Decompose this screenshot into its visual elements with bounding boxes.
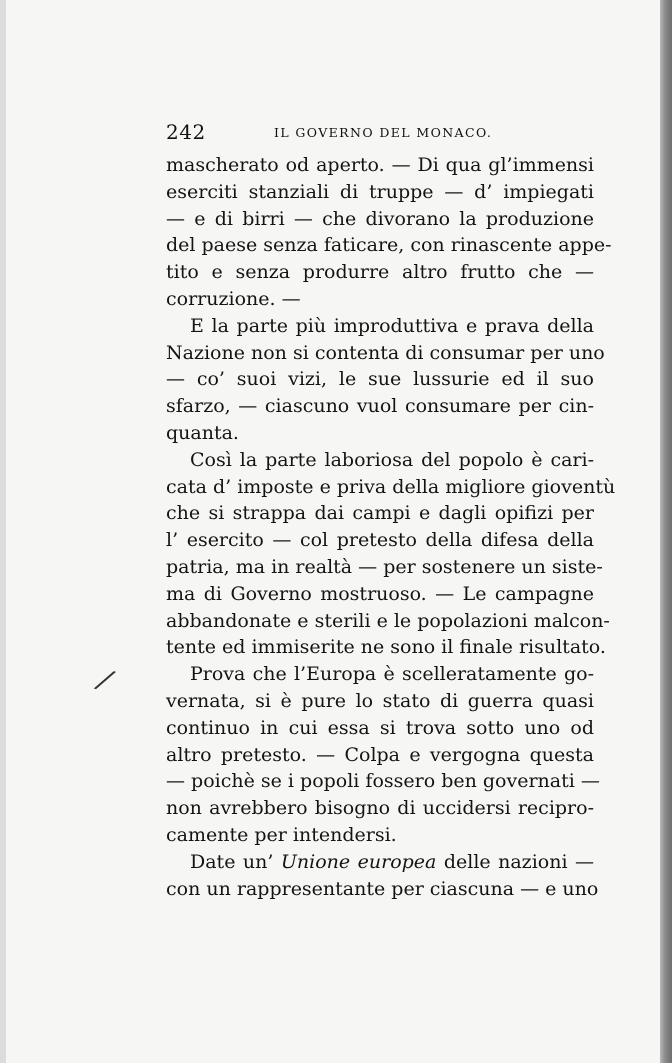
text-line: del paese senza faticare, con rinascente appe- <box>166 234 612 257</box>
paragraph-3 <box>166 447 616 661</box>
text-line: abbandonate e sterili e le popolazioni malcon- <box>166 609 610 632</box>
text-line: — poichè se i popoli fossero ben governati — <box>166 770 600 793</box>
paragraph-4 <box>166 661 600 849</box>
text-line: non avrebbero bisogno di uccidersi recipro- <box>166 797 594 820</box>
text-line: altro pretesto. — Colpa e vergogna questa <box>166 743 594 766</box>
page-header <box>166 120 596 148</box>
text-line: che si strappa dai campi e dagli opifizi per <box>166 502 594 525</box>
page-number: 242 <box>166 120 206 144</box>
text-line <box>166 849 594 876</box>
text-line: l’ esercito — col pretesto della difesa della <box>166 529 594 552</box>
text-line: eserciti stanziali di truppe — d’ impiegati <box>166 180 594 203</box>
emphasized-text: Unione europea <box>280 850 437 873</box>
text-line: mascherato od aperto. — Di qua gl’immensi <box>166 154 594 176</box>
text-line: tente ed immiserite ne sono il finale risultato. <box>166 636 606 659</box>
paragraph-2 <box>166 313 605 447</box>
text-line: camente per intendersi. <box>166 823 397 846</box>
text-line: cata d’ imposte e priva della migliore gioventù <box>166 475 616 498</box>
text-line: quanta. <box>166 421 239 444</box>
text-line: vernata, si è pure lo stato di guerra quasi <box>166 689 594 712</box>
text-line: sfarzo, — ciascuno vuol consumare per cin- <box>166 395 594 418</box>
text-line: — co’ suoi vizi, le sue lussurie ed il suo <box>166 368 594 391</box>
text-line: Prova che l’Europa è scelleratamente go- <box>190 663 594 686</box>
text-line: con un rappresentante per ciascuna — e uno <box>166 877 599 900</box>
text-run: Date un’ <box>190 850 281 873</box>
text-line: ma di Governo mostruoso. — Le campagne <box>166 582 594 605</box>
paragraph-1 <box>166 152 612 313</box>
text-run: delle nazioni — <box>436 850 594 873</box>
paragraph-5 <box>166 849 599 903</box>
text-line: Nazione non si contenta di consumar per uno <box>166 341 605 364</box>
text-line: Così la parte laboriosa del popolo è cari- <box>190 448 594 471</box>
text-line: corruzione. — <box>166 287 301 310</box>
page-edge-shadow <box>660 0 672 1063</box>
text-line: E la parte più improduttiva e prava della <box>190 314 594 337</box>
text-line: continuo in cui essa si trova sotto uno od <box>166 716 594 739</box>
running-title: IL GOVERNO DEL MONACO. <box>274 125 493 140</box>
text-line: patria, ma in realtà — per sostenere un siste- <box>166 555 603 578</box>
text-line: — e di birri — che divorano la produzione <box>166 207 594 230</box>
text-line: tito e senza produrre altro frutto che — <box>166 261 594 284</box>
handwritten-margin-mark: ⁄ <box>96 664 113 699</box>
body-text <box>166 152 616 902</box>
